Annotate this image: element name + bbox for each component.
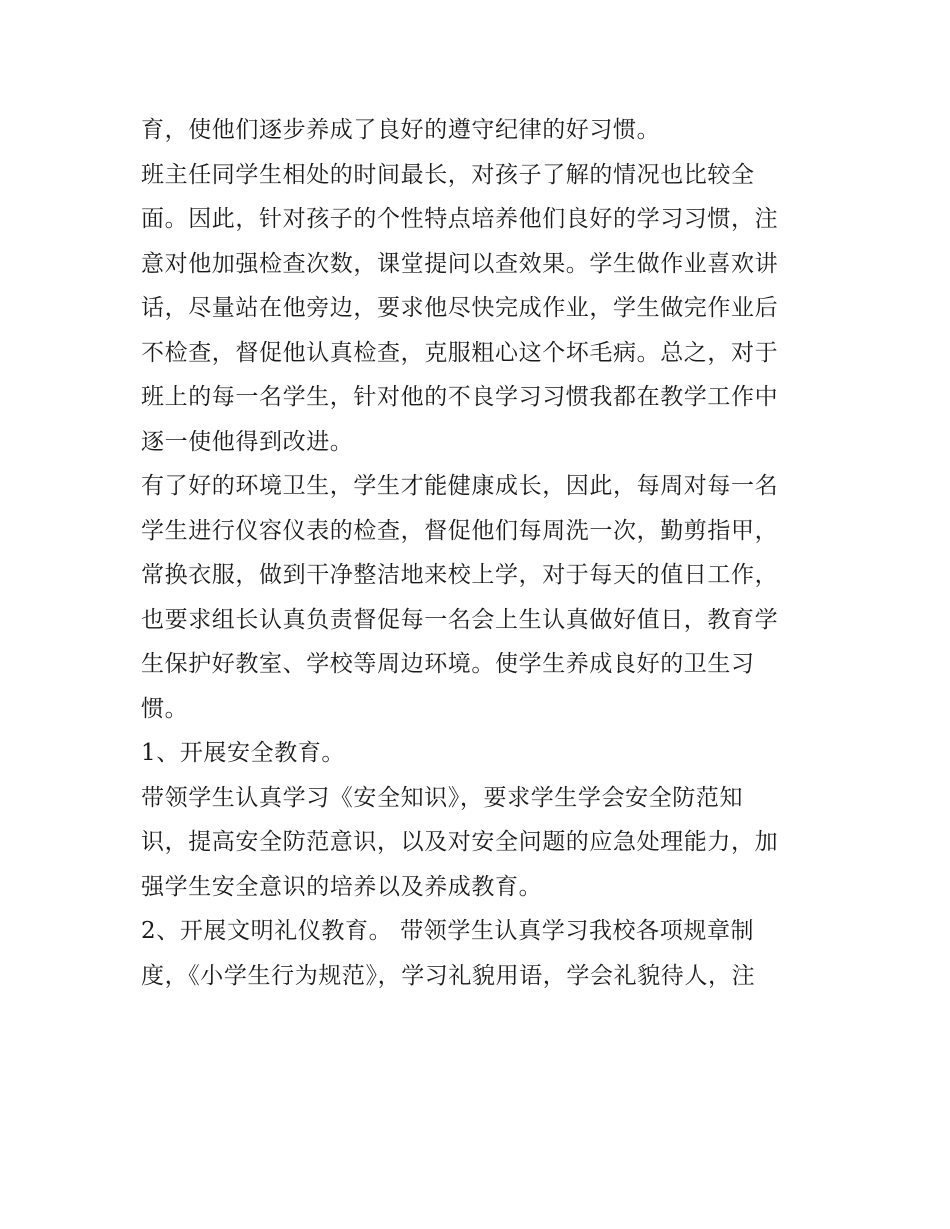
text-line: 常换衣服，做到干净整洁地来校上学，对于每天的值日工作， — [141, 562, 779, 588]
text-line: 育，使他们逐步养成了良好的遵守纪律的好习惯。 — [141, 117, 661, 143]
text-line: 面。因此，针对孩子的个性特点培养他们良好的学习习惯，注 — [141, 206, 779, 232]
text-line: 话，尽量站在他旁边，要求他尽快完成作业，学生做完作业后 — [141, 295, 779, 321]
text-line: 有了好的环境卫生，学生才能健康成长，因此，每周对每一名 — [141, 473, 779, 499]
text-line: 不检查，督促他认真检查，克服粗心这个坏毛病。总之，对于 — [141, 339, 779, 366]
text-line: 班上的每一名学生，针对他的不良学习习惯我都在教学工作中 — [141, 384, 779, 410]
text-line: 带领学生认真学习《安全知识》，要求学生学会安全防范知 — [141, 784, 744, 811]
text-line: 也要求组长认真负责督促每一名会上生认真做好值日，教育学 — [141, 606, 779, 633]
text-line: 意对他加强检查次数，课堂提问以查效果。学生做作业喜欢讲 — [141, 250, 779, 277]
text-line: 逐一使他得到改进。 — [141, 428, 354, 455]
text-line: 学生进行仪容仪表的检查，督促他们每周洗一次，勤剪指甲， — [141, 517, 779, 544]
text-line: 班主任同学生相处的时间最长，对孩子了解的情况也比较全 — [141, 161, 755, 188]
text-line: 度，《小学生行为规范》，学习礼貌用语，学会礼貌待人，注 — [141, 962, 756, 989]
section-heading: 2、开展文明礼仪教育。 带领学生认真学习我校各项规章制 — [141, 918, 755, 944]
section-heading: 1、开展安全教育。 — [141, 740, 346, 766]
text-line: 生保护好教室、学校等周边环境。使学生养成良好的卫生习 — [141, 651, 755, 677]
document-body — [141, 108, 821, 998]
text-line: 惯。 — [141, 695, 189, 722]
text-line: 强学生安全意识的培养以及养成教育。 — [141, 873, 543, 900]
text-line: 识，提高安全防范意识，以及对安全问题的应急处理能力，加 — [141, 829, 779, 855]
